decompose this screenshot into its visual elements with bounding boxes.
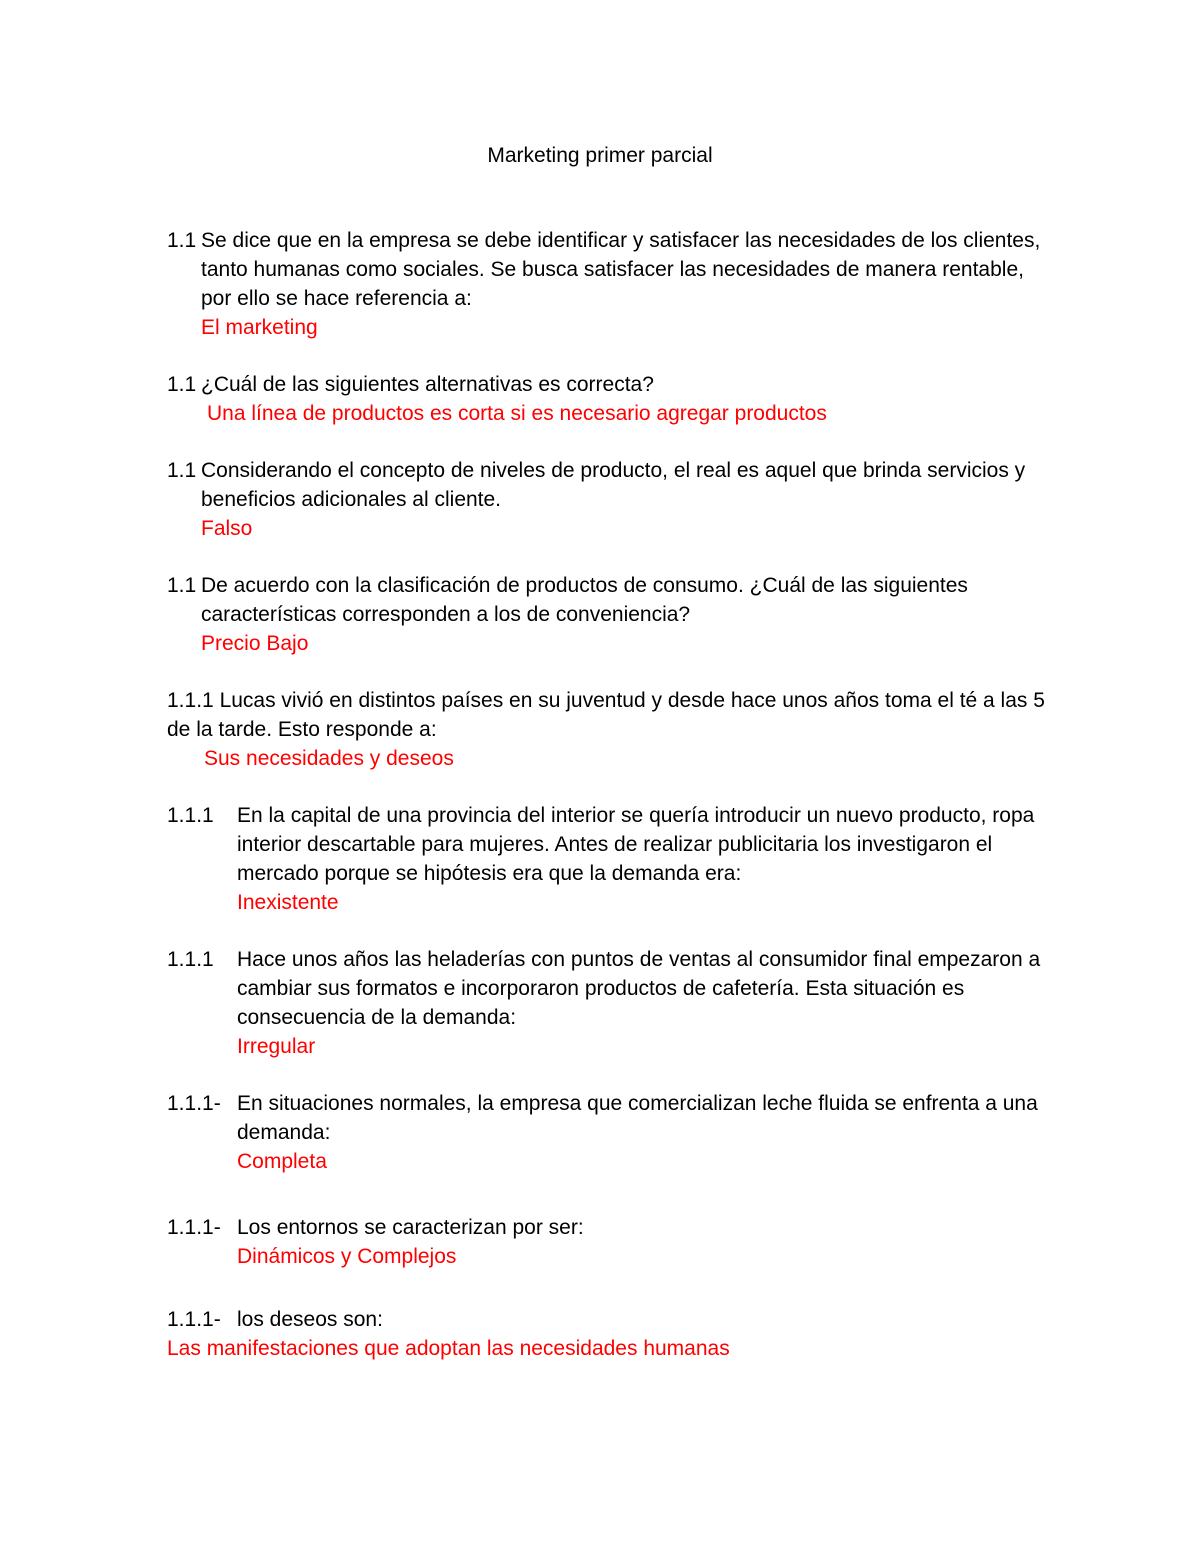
question-item xyxy=(167,370,1047,428)
question-text: Lucas vivió en distintos países en su juventud y desde hace unos años toma el té a las 5 de la tarde. Esto responde a: xyxy=(167,689,1045,741)
answer-text: Las manifestaciones que adoptan las necesidades humanas xyxy=(167,1337,730,1360)
question-text: En la capital de una provincia del interior se quería introducir un nuevo producto, ropa interior descartable para mujeres. Antes de realizar publicitaria los investigaron el mercado porque se hipótesis era que la demanda era: xyxy=(237,804,1035,885)
question-text: Se dice que en la empresa se debe identificar y satisfacer las necesidades de los clientes, tanto humanas como sociales. Se busca satisfacer las necesidades de manera rentable, por ello se hace referencia a: xyxy=(201,229,1041,310)
question-text: Hace unos años las heladerías con puntos de ventas al consumidor final empezaron a cambiar sus formatos e incorporaron productos de cafetería. Esta situación es consecuencia de la demanda: xyxy=(237,948,1041,1029)
question-number: 1.1.1- xyxy=(167,1216,221,1239)
question-number: 1.1.1 xyxy=(167,804,214,827)
question-number: 1.1.1- xyxy=(167,1308,221,1331)
question-text: De acuerdo con la clasificación de productos de consumo. ¿Cuál de las siguientes características corresponden a los de conveniencia? xyxy=(201,574,968,626)
question-text: los deseos son: xyxy=(237,1308,383,1331)
question-item xyxy=(167,686,1047,773)
question-text: ¿Cuál de las siguientes alternativas es correcta? xyxy=(201,373,654,396)
answer-text: Irregular xyxy=(237,1035,316,1058)
page-title: Marketing primer parcial xyxy=(487,144,713,167)
answer-text: Completa xyxy=(237,1150,327,1173)
answer-text: Falso xyxy=(201,517,253,540)
question-item xyxy=(167,1089,1047,1176)
question-item xyxy=(167,226,1047,342)
question-number: 1.1 xyxy=(167,373,197,396)
question-item xyxy=(167,801,1047,917)
question-number: 1.1.1 xyxy=(167,948,214,971)
answer-text: Sus necesidades y deseos xyxy=(204,747,454,770)
answer-text: Inexistente xyxy=(237,891,339,914)
question-item xyxy=(167,1213,1047,1271)
question-item xyxy=(167,571,1047,658)
question-text: En situaciones normales, la empresa que comercializan leche fluida se enfrenta a una demanda: xyxy=(237,1092,1038,1144)
question-number: 1.1.1 xyxy=(167,689,214,712)
question-item xyxy=(167,945,1047,1061)
question-number: 1.1.1- xyxy=(167,1092,221,1115)
answer-text: Dinámicos y Complejos xyxy=(237,1245,457,1268)
answer-text: Precio Bajo xyxy=(201,632,309,655)
question-item xyxy=(167,1305,1047,1363)
question-text: Considerando el concepto de niveles de producto, el real es aquel que brinda servicios y beneficios adicionales al cliente. xyxy=(201,459,1026,511)
question-number: 1.1 xyxy=(167,229,197,252)
answer-text: Una línea de productos es corta si es necesario agregar productos xyxy=(207,402,827,425)
question-number: 1.1 xyxy=(167,574,197,597)
question-item xyxy=(167,456,1047,543)
question-number: 1.1 xyxy=(167,459,197,482)
answer-text: El marketing xyxy=(201,316,318,339)
question-text: Los entornos se caracterizan por ser: xyxy=(237,1216,584,1239)
